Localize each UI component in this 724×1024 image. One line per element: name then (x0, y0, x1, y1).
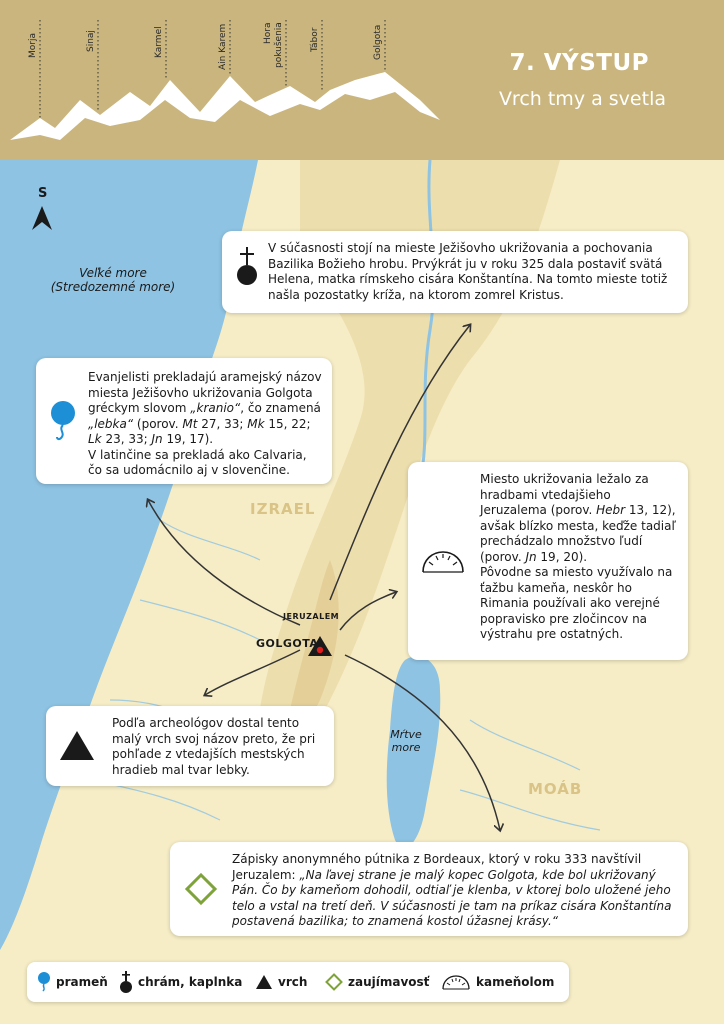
peak-label-ain-karem: Ain Karem (218, 23, 228, 70)
legend-item-spring (37, 962, 108, 1002)
ref-mt-num: 27, 33; (197, 416, 248, 431)
ref-mk: Mk (247, 416, 265, 431)
spring-icon (37, 971, 51, 993)
spring-text-a: Evanjelisti prekladajú aramejský názov miesta Ježišovho ukrižovania Golgota gréckym slovom (88, 370, 322, 415)
sea-name-line1: Veľké more (79, 266, 147, 280)
card-quarry (408, 462, 688, 660)
ref-jn: Jn (151, 432, 163, 446)
card-spring-text (88, 370, 324, 479)
legend-item-church (119, 962, 242, 1002)
spring-word-lebka: „lebka“ (88, 416, 134, 431)
spring-text-c: (porov. (133, 416, 183, 431)
card-hill-text: Podľa archeológov dostal tento malý vrch svoj názov preto, že pri pohľade z vtedajších mestských hradieb mal tvar lebky. (112, 716, 316, 777)
legend-label-hill: vrch (278, 975, 308, 989)
peak-label-karmel: Karmel (154, 26, 164, 58)
ref-hebr: Hebr (596, 503, 626, 517)
compass-label: S (38, 186, 48, 201)
sight-text-a: Zápisky anonymného pútnika z Bordeaux, ktorý v roku 333 navštívil Jeruzalem: (232, 852, 642, 882)
sight-icon (325, 973, 343, 991)
ref-jn2-num: 19, 20). (536, 549, 588, 564)
legend (27, 962, 569, 1002)
ref-mt: Mt (182, 416, 198, 431)
sight-icon (184, 872, 218, 906)
dead-sea-line2: more (391, 741, 421, 754)
card-hill (46, 706, 334, 786)
church-icon (234, 245, 260, 289)
card-sight-text (232, 852, 678, 930)
quarry-text-a: Miesto ukrižovania ležalo za hradbami vtedajšieho Jeruzalema (porov. (480, 472, 649, 517)
ref-lk: Lk (88, 432, 102, 446)
legend-label-church: chrám, kaplnka (138, 975, 243, 989)
legend-label-sight: zaujímavosť (348, 975, 430, 989)
spring-icon (48, 398, 78, 444)
church-icon (119, 970, 133, 994)
page-title: 7. VÝSTUP (509, 50, 649, 76)
peak-label-morja: Morja (28, 33, 38, 58)
dead-sea-label (382, 728, 430, 754)
legend-item-hill (255, 962, 307, 1002)
peak-label-tabor: Tábor (310, 27, 320, 52)
site-label-golgota: GOLGOTA (256, 637, 319, 650)
sea-name (48, 266, 178, 294)
quarry-icon (420, 548, 466, 574)
quarry-icon (441, 973, 471, 991)
peak-label-golgota: Golgota (373, 24, 383, 60)
sight-quote: „Na ľavej strane je malý kopec Golgota, kde bol ukrižovaný Pán. Čo by kameňom dohodil, odtiaľ je klenba, v ktorej bolo uložené jeho telo a vstal na tretí deň. V súčasnosti je tam na príkaz cisára Konštantína postavená bazilika; to znamená kostol úžasnej krásy.“ (232, 867, 672, 928)
ref-mk-num: 15, 22; (264, 416, 311, 431)
card-quarry-text (480, 472, 680, 643)
card-sight (170, 842, 688, 936)
city-label-jeruzalem: JERUZALEM (283, 612, 340, 621)
spring-text-b: , čo znamená (240, 401, 321, 415)
region-moab: MOÁB (528, 780, 583, 798)
hill-icon (58, 728, 96, 762)
ref-jn2: Jn (525, 549, 537, 564)
card-spring (36, 358, 332, 484)
legend-item-sight (325, 962, 429, 1002)
legend-label-spring: prameň (56, 975, 108, 989)
card-church (222, 231, 688, 313)
quarry-text-b: Pôvodne sa miesto využívalo na ťažbu kameňa, neskôr ho Rimania používali ako verejné popravisko pre zločincov na výstrahu pre ostatných. (480, 565, 673, 641)
spring-text-d: V latinčine sa prekladá ako Calvaria, čo sa udomácnilo aj v slovenčine. (88, 447, 307, 477)
legend-label-quarry: kameňolom (476, 975, 555, 989)
ref-lk-num: 23, 33; (101, 432, 152, 446)
dead-sea-line1: Mŕtve (390, 728, 422, 741)
peak-label-pokusenia: pokušenia (274, 22, 284, 68)
spring-word-kranio: „kranio“ (190, 401, 241, 415)
hill-icon (255, 974, 273, 990)
peak-label-hora: Hora (263, 22, 273, 44)
page-subtitle: Vrch tmy a svetla (498, 88, 666, 110)
peak-label-sinaj: Sinaj (86, 30, 96, 52)
region-israel: IZRAEL (250, 500, 316, 518)
ref-hebr-num: 13, 12), avšak blízko mesta, keďže tadiaľ prechádzalo množstvo ľudí (porov. (480, 503, 676, 564)
header-band (0, 0, 724, 160)
legend-item-quarry (441, 962, 554, 1002)
ref-jn-num: 19, 17). (162, 432, 214, 446)
sea-name-line2: (Stredozemné more) (50, 280, 176, 294)
card-church-text: V súčasnosti stojí na mieste Ježišovho ukrižovania a pochovania Bazilika Božieho hrobu. Prvýkrát ju v roku 325 dala postaviť svätá Helena, matka rímskeho cisára Konštantína. Na tomto mieste totiž našla pozostatky kríža, na ktorom zomrel Kristus. (268, 241, 668, 302)
mountain-silhouette (0, 0, 724, 160)
